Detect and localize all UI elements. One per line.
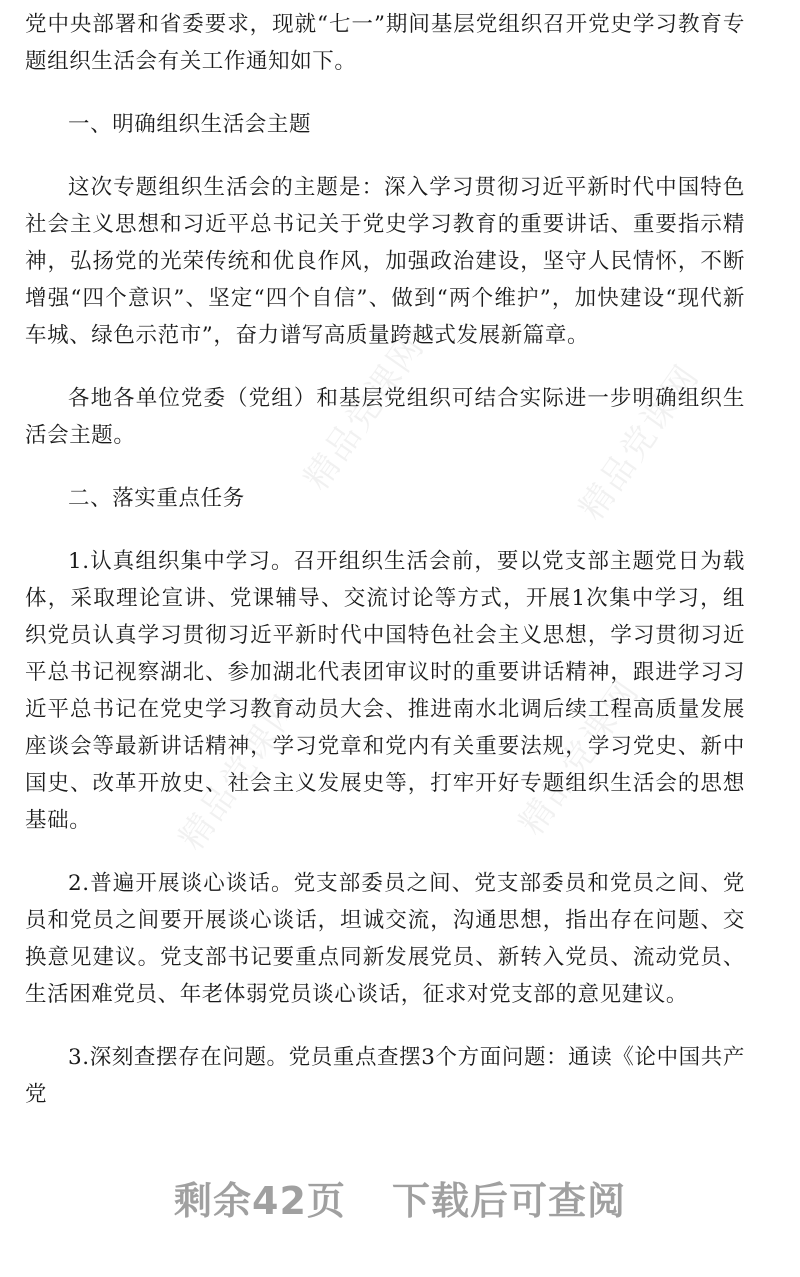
watermark-text: 精品党课网 <box>511 672 648 843</box>
task-1-paragraph: 1.认真组织集中学习。召开组织生活会前，要以党支部主题党日为载体，采取理论宣讲、党课辅导、交流讨论等方式，开展1次集中学习，组织党员认真学习贯彻习近平新时代中国特色社会主义思想，学习贯彻习近平总书记视察湖北、参加湖北代表团审议时的重要讲话精神，跟进学习习近平总书记在党史学习教育动员大会、推进南水北调后续工程高质量发展座谈会等最新讲话精神，学习党章和党内有关重要法规，学习党史、新中国史、改革开放史、社会主义发展史等，打牢开好专题组织生活会的思想基础。 <box>25 549 745 833</box>
section-heading-2: 二、落实重点任务 <box>68 486 245 511</box>
task-2-paragraph: 2.普遍开展谈心谈话。党支部委员之间、党支部委员和党员之间、党员和党员之间要开展谈心谈话，坦诚交流，沟通思想，指出存在问题、交换意见建议。党支部书记要重点同新发展党员、新转入党员、流动党员、生活困难党员、年老体弱党员谈心谈话，征求对党支部的意见建议。 <box>25 871 745 1007</box>
intro-paragraph: 党中央部署和省委要求，现就“七一”期间基层党组织召开党史学习教育专题组织生活会有关工作通知如下。 <box>25 12 745 74</box>
watermark-text: 精品党课网 <box>571 357 708 528</box>
theme-paragraph: 这次专题组织生活会的主题是：深入学习贯彻习近平新时代中国特色社会主义思想和习近平总书记关于党史学习教育的重要讲话、重要指示精神，弘扬党的光荣传统和优良作风，加强政治建设，坚守人民情怀，不断增强“四个意识”、坚定“四个自信”、做到“两个维护”，加快建设“现代新车城、绿色示范市”，奋力谱写高质量跨越式发展新篇章。 <box>25 175 745 348</box>
document-page <box>25 6 745 1139</box>
remaining-pages-label: 剩余42页 <box>174 1179 346 1223</box>
section-heading-1: 一、明确组织生活会主题 <box>68 112 312 137</box>
watermark-text: 精品党课网 <box>171 687 308 858</box>
task-3-paragraph: 3.深刻查摆存在问题。党员重点查摆3个方面问题：通读《论中国共产党 <box>25 1045 745 1107</box>
watermark-text: 精品党课网 <box>296 327 433 498</box>
theme-note-paragraph: 各地各单位党委（党组）和基层党组织可结合实际进一步明确组织生活会主题。 <box>25 386 745 448</box>
download-to-view-label[interactable]: 下载后可查阅 <box>391 1179 626 1223</box>
download-prompt-banner[interactable] <box>0 1170 800 1225</box>
